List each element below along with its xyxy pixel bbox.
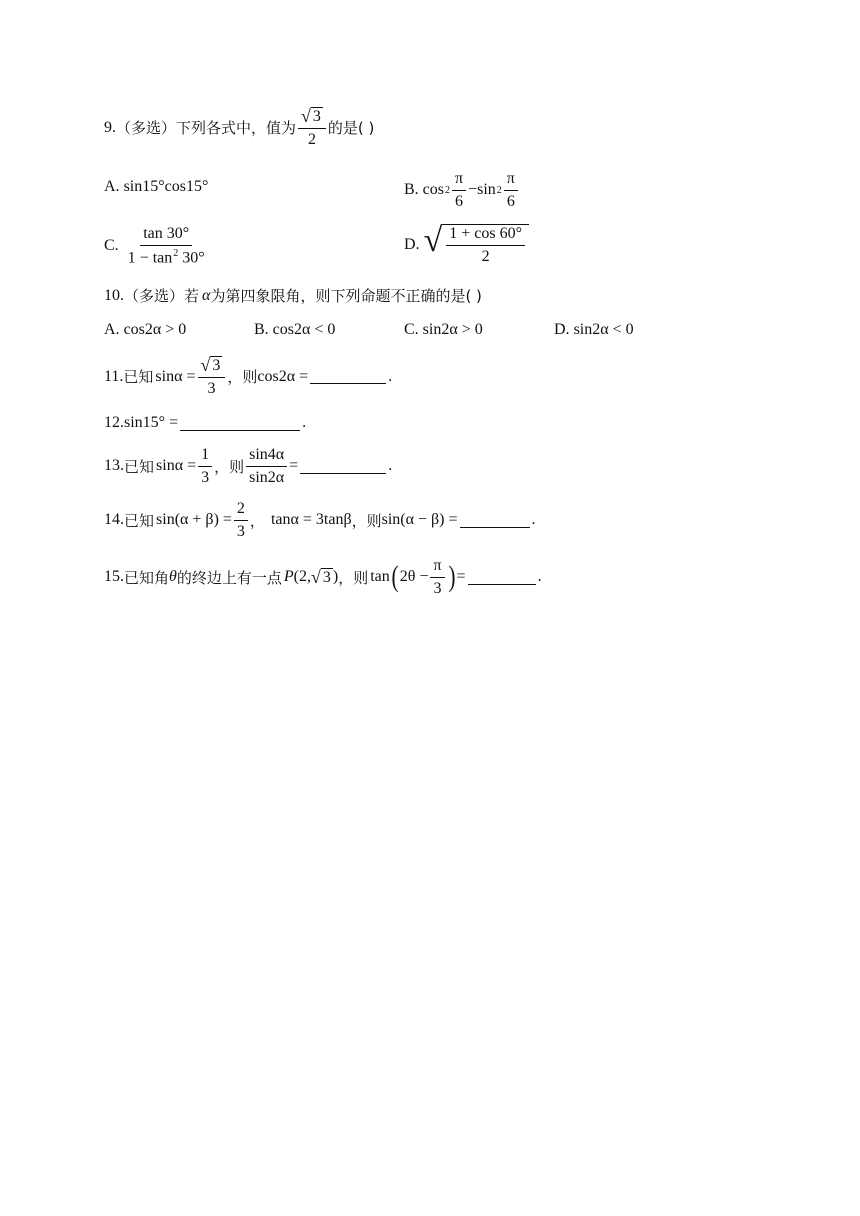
q10-option-b [254, 321, 335, 339]
q15-ask-expr: 2θ − [399, 568, 429, 586]
q11-end: . [388, 367, 393, 385]
q15-fraction: $\frac{\pi}{3}$ [430, 557, 444, 597]
q9-option-b-label: B. [404, 181, 419, 199]
q9-option-d-label: D. [404, 235, 420, 253]
q10-option-d-label: D. [554, 321, 570, 338]
q9-option-c-fraction [125, 225, 208, 267]
q15-right-paren: ) [448, 560, 456, 594]
q12-end: . [302, 414, 307, 431]
q9-value-fraction [298, 107, 326, 148]
q9-option-c-label: C. [104, 236, 119, 254]
q10-option-c-label: C. [404, 321, 419, 338]
q9-value-numerator: √ 3 [298, 107, 326, 129]
q11-ask: cos2α = [257, 367, 309, 385]
question-10 [104, 285, 482, 306]
q9-option-b-sin: sin [477, 181, 496, 199]
q15-point-close: ) [332, 568, 339, 586]
q11-answer-blank[interactable] [310, 369, 386, 384]
q9-option-c-numerator: tan 30° [140, 225, 192, 246]
q11-known: 已知 [123, 368, 154, 387]
q9-option-b-minus: − [468, 181, 478, 199]
q9-option-b-sup2: 2 [496, 184, 502, 196]
q11-fraction: √ 3 3 [198, 356, 226, 397]
q11-then: ，则 [227, 368, 258, 387]
q14-answer-blank[interactable] [460, 513, 530, 528]
q14-number: 14. [104, 511, 124, 529]
question-9 [104, 107, 374, 148]
q13-ask-fraction: $\frac{\sin 4\alpha}{\sin 2\alpha}$ [246, 446, 287, 486]
q10-option-a-label: A. [104, 321, 120, 338]
q15-answer-blank[interactable] [468, 570, 536, 585]
q14-ask: sin(α − β) = [381, 511, 458, 529]
q14-end: . [531, 511, 536, 529]
q14-then: ，则 [351, 511, 382, 530]
q11-number: 11. [104, 367, 124, 385]
q11-lhs: sinα = [155, 367, 196, 385]
q15-then: ，则 [338, 568, 369, 587]
q13-known: 已知 [124, 457, 155, 476]
q12-lhs: sin15° = [124, 414, 179, 431]
q15-text-a: 已知角 [124, 568, 170, 587]
q13-end: . [388, 457, 393, 475]
q13-lhs: sinα = [156, 457, 197, 475]
q9-tag: （多选） [116, 119, 177, 138]
q10-tag: （多选） [124, 287, 185, 305]
q9-option-d [404, 224, 529, 265]
q10-option-a [104, 321, 186, 339]
q15-text-b: 的终边上有一点 [176, 568, 282, 587]
q14-condition: tanα = 3tanβ [270, 511, 352, 529]
q9-option-d-fraction: $\frac{1 + \cos 60^\circ}{2}$ [446, 225, 525, 265]
q14-sep: ， [249, 511, 265, 530]
q15-tan: tan [370, 568, 390, 586]
q15-number: 15. [104, 568, 124, 586]
q9-value-denominator: 2 [307, 130, 316, 148]
question-13 [104, 446, 392, 486]
q9-number: 9. [104, 118, 116, 136]
q9-option-c [104, 225, 210, 267]
q13-number: 13. [104, 457, 124, 475]
q13-answer-blank[interactable] [300, 459, 386, 474]
q13-fraction: $\frac{1}{3}$ [198, 446, 212, 486]
q10-option-b-expr: cos2α < 0 [272, 321, 336, 338]
q10-option-d [554, 321, 634, 339]
q14-fraction: $\frac{2}{3}$ [234, 500, 248, 540]
q15-point-open: (2, [293, 568, 311, 586]
q10-option-b-label: B. [254, 321, 269, 338]
q9-option-d-sqrt: √ $\frac{1 + \cos 60^\circ}{2}$ [424, 224, 529, 265]
q9-option-c-denominator: $1 - \tan^2 30^\circ$ [127, 247, 205, 266]
q9-option-a-text: sin15°cos15° [123, 178, 209, 195]
q15-point-sqrt: √ 3 [311, 566, 331, 587]
question-14 [104, 500, 536, 540]
q14-known: 已知 [124, 511, 155, 530]
q9-option-b-sup1: 2 [445, 184, 450, 196]
q9-option-b-cos: cos [422, 181, 444, 199]
q10-number: 10. [104, 286, 124, 304]
q15-left-paren: ( [391, 560, 399, 594]
q9-stem-after: 的是( ) [327, 119, 375, 138]
q9-option-a-label: A. [104, 178, 120, 195]
q9-option-b-frac1: $\frac{\pi}{6}$ [452, 170, 466, 210]
q15-point-label: P [283, 568, 294, 586]
q10-alpha: α [202, 286, 211, 304]
q10-option-c-expr: sin2α > 0 [422, 321, 483, 338]
question-11 [104, 356, 392, 397]
q14-lhs: sin(α + β) = [156, 511, 232, 529]
q9-option-a [104, 178, 208, 196]
question-12 [104, 414, 306, 432]
q12-answer-blank[interactable] [180, 416, 300, 431]
q9-option-b [404, 170, 520, 210]
q10-option-a-expr: cos2α > 0 [123, 321, 187, 338]
q12-number: 12. [104, 414, 124, 431]
q10-option-d-expr: sin2α < 0 [573, 321, 634, 338]
q15-eq: = [456, 568, 466, 586]
q15-end: . [537, 568, 542, 586]
q10-stem-b: 为第四象限角，则下列命题不正确的是( ) [210, 287, 482, 305]
q9-stem-before: 下列各式中，值为 [176, 119, 297, 138]
q10-option-c [404, 321, 483, 339]
q10-stem-a: 若 [184, 287, 200, 305]
q13-eq: = [289, 457, 299, 475]
q9-option-b-frac2: $\frac{\pi}{6}$ [504, 170, 518, 210]
q15-theta: θ [169, 568, 177, 586]
q13-then: ，则 [214, 457, 245, 476]
question-15 [104, 557, 542, 597]
